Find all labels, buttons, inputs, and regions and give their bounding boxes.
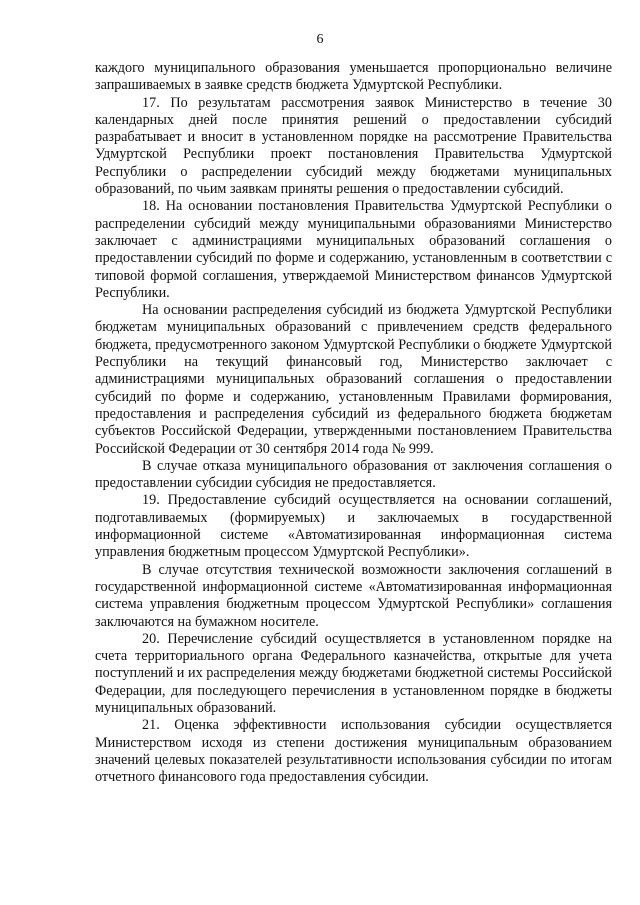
paragraph-item-18: 18. На основании постановления Правительства Удмуртской Республики о распределении субсидий между муниципальными образованиями Министерство заключает с администрациями муниципальных образований соглашения о предоставлении субсидий по форме и содержанию, установленным в соответствии с типовой формой соглашения, утверждаемой Министерством финансов Удмуртской Республики.	[95, 198, 612, 301]
paragraph-continuation: каждого муниципального образования уменьшается пропорционально величине запрашиваемых в заявке средств бюджета Удмуртской Республики.	[95, 60, 612, 94]
paragraph-federal-subsidies: На основании распределения субсидий из бюджета Удмуртской Республики бюджетам муниципальных образований с привлечением средств федерального бюджета, предусмотренного законом Удмуртской Республики о бюджете Удмуртской Республики на текущий финансовый год, Министерство заключает с администрациями муниципальных образований соглашения о предоставлении субсидий по форме и содержанию, установленным Правилами формирования, предоставления и распределения субсидий из федерального бюджета бюджетам субъектов Российской Федерации, утвержденными постановлением Правительства Российской Федерации от 30 сентября 2014 года № 999.	[95, 302, 612, 457]
paragraph-item-19: 19. Предоставление субсидий осуществляется на основании соглашений, подготавливаемых (формируемых) и заключаемых в государственной информационной системе «Автоматизированная информационная система управления бюджетным процессом Удмуртской Республики».	[95, 492, 612, 561]
paragraph-item-21: 21. Оценка эффективности использования субсидии осуществляется Министерством исходя из степени достижения муниципальным образованием значений целевых показателей результативности использования субсидии по итогам отчетного финансового года предоставления субсидии.	[95, 717, 612, 786]
paragraph-paper-agreements: В случае отсутствия технической возможности заключения соглашений в государственной информационной системе «Автоматизированная информационная система управления бюджетным процессом Удмуртской Республики» соглашения заключаются на бумажном носителе.	[95, 561, 612, 630]
page-number: 6	[316, 32, 324, 47]
paragraph-item-20: 20. Перечисление субсидий осуществляется в установленном порядке на счета территориального органа Федерального казначейства, открытые для учета поступлений и их распределения между бюджетами бюджетной системы Российской Федерации, для последующего перечисления в установленном порядке в бюджеты муниципальных образований.	[95, 630, 612, 716]
paragraph-refusal: В случае отказа муниципального образования от заключения соглашения о предоставлении субсидии субсидия не предоставляется.	[95, 457, 612, 492]
paragraph-item-17: 17. По результатам рассмотрения заявок Министерство в течение 30 календарных дней после принятия решений о предоставлении субсидий разрабатывает и вносит в установленном порядке на рассмотрение Правительства Удмуртской Республики проект постановления Правительства Удмуртской Республики о распределении субсидий между бюджетами муниципальных образований, по чьим заявкам приняты решения о предоставлении субсидий.	[95, 94, 612, 198]
document-body	[95, 60, 612, 786]
